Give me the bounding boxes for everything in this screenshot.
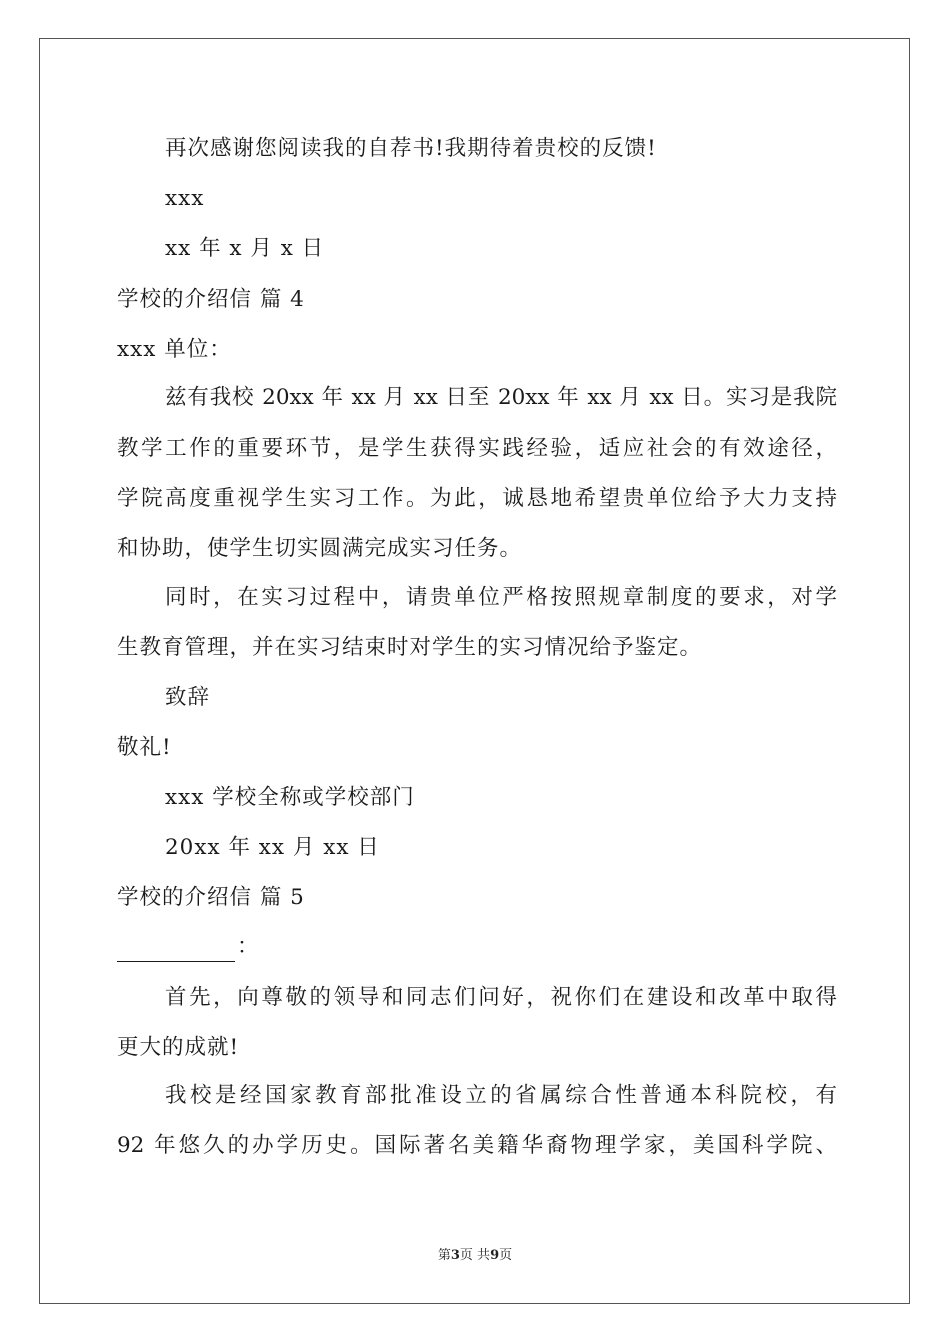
footer-suffix: 页 <box>499 1248 513 1263</box>
footer-prefix: 第 <box>437 1248 451 1263</box>
footer-page-number: 3 <box>450 1248 460 1263</box>
paragraph-line: 我校是经国家教育部批准设立的省属综合性普通本科院校，有 <box>165 1083 837 1108</box>
signature-date: 20xx 年 xx 月 xx 日 <box>165 835 380 860</box>
salutation-regards: 敬礼! <box>117 735 172 760</box>
paragraph-line: 教学工作的重要环节，是学生获得实践经验，适应社会的有效途径， <box>117 436 837 461</box>
footer-mid: 页 共 <box>459 1248 491 1263</box>
blank-underline <box>117 939 235 962</box>
paragraph-line: 生教育管理，并在实习结束时对学生的实习情况给予鉴定。 <box>117 635 703 660</box>
section-heading-5: 学校的介绍信 篇 5 <box>117 885 305 910</box>
salutation: 致辞 <box>165 685 211 710</box>
paragraph-line: 首先，向尊敬的领导和同志们问好，祝你们在建设和改革中取得 <box>165 985 837 1010</box>
paragraph-line: 和协助，使学生切实圆满完成实习任务。 <box>117 536 523 561</box>
recipient-line: xxx 单位： <box>117 337 232 362</box>
signature-name: xxx <box>165 186 205 211</box>
closing-thanks: 再次感谢您阅读我的自荐书!我期待着贵校的反馈! <box>165 136 657 161</box>
recipient-blank-line <box>117 932 837 962</box>
paragraph-line: 兹有我校 20xx 年 xx 月 xx 日至 20xx 年 xx 月 xx 日。实习是我院 <box>165 385 837 410</box>
signature-school: xxx 学校全称或学校部门 <box>165 785 415 810</box>
footer-total-pages: 9 <box>490 1248 500 1263</box>
section-heading-4: 学校的介绍信 篇 4 <box>117 287 305 312</box>
paragraph-line: 92 年悠久的办学历史。国际著名美籍华裔物理学家，美国科学院、 <box>117 1133 837 1158</box>
paragraph-line: 学院高度重视学生实习工作。为此，诚恳地希望贵单位给予大力支持 <box>117 486 837 511</box>
paragraph-line: 同时，在实习过程中，请贵单位严格按照规章制度的要求，对学 <box>165 585 837 610</box>
recipient-colon: ： <box>237 934 260 959</box>
paragraph-line: 更大的成就! <box>117 1035 240 1060</box>
signature-date: xx 年 x 月 x 日 <box>165 236 325 261</box>
page-footer <box>0 1246 950 1266</box>
page-border <box>39 38 910 1304</box>
